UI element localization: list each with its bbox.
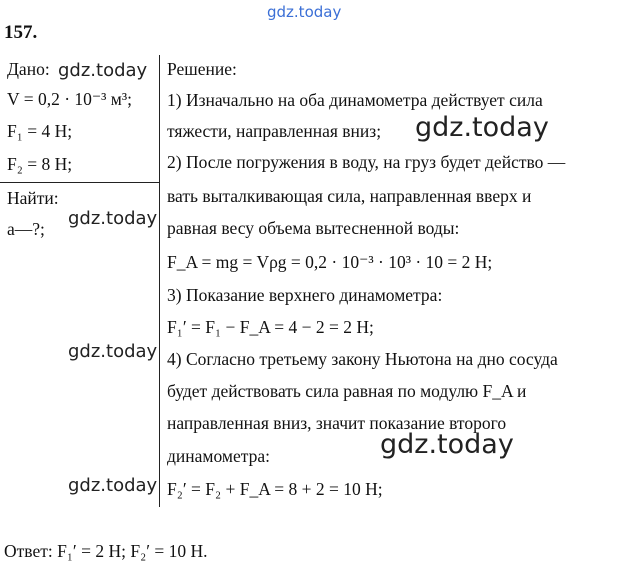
solution-line: направленная вниз, значит показание второго bbox=[167, 413, 507, 433]
solution-line: тяжести, направленная вниз; bbox=[167, 121, 382, 141]
watermark: gdz.today bbox=[380, 429, 514, 460]
solution-line: 2) После погружения в воду, на груз будет действо — bbox=[167, 152, 566, 172]
watermark: gdz.today bbox=[68, 341, 158, 362]
solution-heading: Решение: bbox=[167, 59, 237, 79]
solution-formula-buoyant: F_A = mg = Vρg = 0,2 · 10⁻³ · 10³ · 10 = 2 Н; bbox=[167, 252, 493, 272]
given-heading: Дано: bbox=[7, 59, 50, 79]
given-force-2: F₂ = 8 Н; bbox=[7, 154, 73, 174]
vertical-divider bbox=[159, 55, 160, 507]
solution-formula-upper: F₁′ = F₁ − F_A = 4 − 2 = 2 Н; bbox=[167, 317, 374, 337]
solution-line: равная весу объема вытесненной воды: bbox=[167, 218, 460, 238]
watermark: gdz.today bbox=[68, 475, 158, 496]
watermark: gdz.today bbox=[68, 208, 158, 229]
solution-line: вать выталкивающая сила, направленная вверх и bbox=[167, 186, 532, 206]
problem-number: 157. bbox=[4, 22, 38, 43]
solution-line: 4) Согласно третьему закону Ньютона на дно сосуда bbox=[167, 349, 558, 369]
solution-line: будет действовать сила равная по модулю F_A и bbox=[167, 381, 527, 401]
solution-formula-lower: F₂′ = F₂ + F_A = 8 + 2 = 10 Н; bbox=[167, 479, 383, 499]
watermark: gdz.today bbox=[58, 60, 148, 81]
given-force-1: F₁ = 4 Н; bbox=[7, 121, 73, 141]
given-volume: V = 0,2 · 10⁻³ м³; bbox=[7, 89, 132, 109]
watermark: gdz.today bbox=[415, 112, 549, 143]
horizontal-divider bbox=[0, 182, 159, 183]
watermark-top: gdz.today bbox=[267, 3, 342, 21]
answer: Ответ: F₁′ = 2 Н; F₂′ = 10 Н. bbox=[4, 541, 208, 561]
solution-line: 1) Изначально на оба динамометра действует сила bbox=[167, 90, 543, 110]
solution-line: динамометра: bbox=[167, 446, 270, 466]
find-unknown: a—?; bbox=[7, 219, 45, 239]
solution-line: 3) Показание верхнего динамометра: bbox=[167, 285, 443, 305]
find-heading: Найти: bbox=[7, 188, 59, 208]
